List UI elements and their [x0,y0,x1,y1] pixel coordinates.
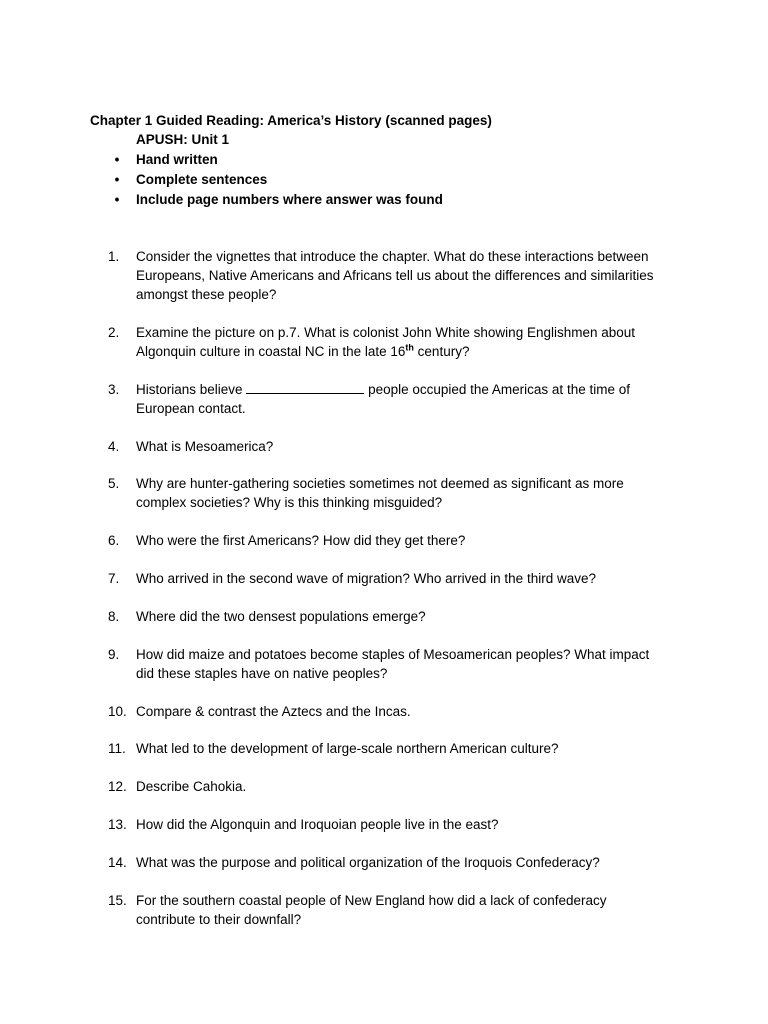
bullet-icon: • [114,172,120,187]
question-number: 14. [108,855,127,870]
question-line [136,342,696,361]
question-number: 9. [108,647,120,662]
question-line: Who arrived in the second wave of migration? Who arrived in the third wave? [136,571,596,586]
question-line: What led to the development of large-scale northern American culture? [136,741,559,756]
bullet-icon: • [114,152,120,167]
question-text [136,853,696,872]
question-line: Consider the vignettes that introduce the chapter. What do these interactions between [136,249,649,264]
question-text [136,607,696,626]
question-text [136,891,696,929]
question-line: Europeans, Native Americans and Africans tell us about the differences and similarities [136,268,654,283]
question-line: amongst these people? [136,287,277,302]
question-number: 3. [108,382,120,397]
instruction-text: Complete sentences [136,172,268,187]
question-line: How did maize and potatoes become staples of Mesoamerican peoples? What impact [136,647,650,662]
question-number: 6. [108,533,120,548]
page-subtitle: APUSH: Unit 1 [136,132,230,147]
question-line: Compare & contrast the Aztecs and the Incas. [136,704,411,719]
question-text [136,380,696,418]
question-line-part: century? [413,344,470,359]
question-number: 2. [108,325,120,340]
question-number: 11. [108,741,126,756]
fill-in-blank [246,380,364,394]
question-line: Describe Cahokia. [136,779,247,794]
question-line: What is Mesoamerica? [136,439,274,454]
question-line: contribute to their downfall? [136,912,302,927]
question-line: Who were the first Americans? How did they get there? [136,533,466,548]
question-text [136,815,696,834]
question-line: How did the Algonquin and Iroquoian people live in the east? [136,817,499,832]
question-number: 4. [108,439,120,454]
question-text [136,645,696,683]
question-line: complex societies? Why is this thinking misguided? [136,495,443,510]
question-line: Examine the picture on p.7. What is colonist John White showing Englishmen about [136,325,636,340]
question-line-part: Algonquin culture in coastal NC in the late 16 [136,344,406,359]
question-number: 7. [108,571,120,586]
question-line: Why are hunter-gathering societies sometimes not deemed as significant as more [136,476,624,491]
bullet-icon: • [114,192,120,207]
question-number: 5. [108,476,120,491]
question-text [136,247,696,304]
question-line-part: people occupied the Americas at the time of [364,382,630,397]
page-title: Chapter 1 Guided Reading: America’s History (scanned pages) [90,113,492,128]
question-line [136,380,696,399]
question-line: European contact. [136,401,246,416]
question-text [136,531,696,550]
question-number: 10. [108,704,127,719]
question-text [136,702,696,721]
question-number: 15. [108,893,127,908]
question-number: 1. [108,249,120,264]
question-line-part: Historians believe [136,382,247,397]
question-text [136,777,696,796]
question-number: 12. [108,779,127,794]
question-line: For the southern coastal people of New England how did a lack of confederacy [136,893,607,908]
question-line: did these staples have on native peoples? [136,666,388,681]
ordinal-superscript: th [405,342,414,353]
question-line: What was the purpose and political organization of the Iroquois Confederacy? [136,855,600,870]
question-line: Where did the two densest populations emerge? [136,609,426,624]
question-text [136,437,696,456]
question-text [136,739,696,758]
question-text [136,474,696,512]
question-number: 13. [108,817,127,832]
question-number: 8. [108,609,120,624]
instruction-text: Hand written [136,152,218,167]
question-text [136,569,696,588]
instruction-text: Include page numbers where answer was found [136,192,443,207]
question-text [136,323,696,361]
